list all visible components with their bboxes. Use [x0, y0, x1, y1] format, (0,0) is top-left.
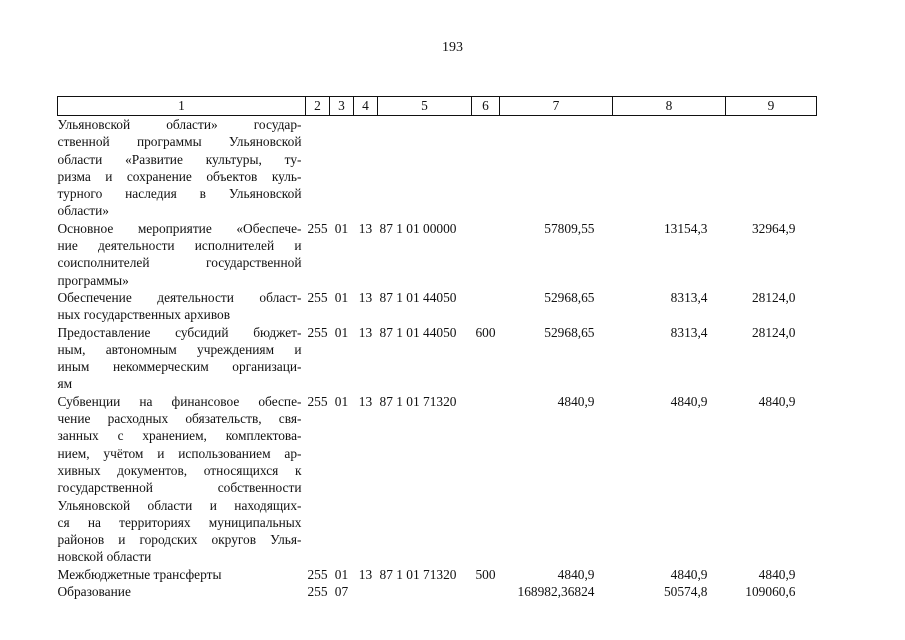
expense-type-cell: 600 [475, 324, 496, 340]
code-cell [354, 583, 378, 600]
table-row [58, 116, 817, 220]
item-name-cell [58, 220, 306, 289]
header-cell: 8 [613, 97, 726, 116]
header-cell: 2 [306, 97, 330, 116]
item-name-line: государственной собственности [57, 480, 302, 496]
item-name-line: районов и городских округов Улья- [57, 532, 302, 548]
table-body [58, 116, 817, 601]
code-cell: 255 [307, 393, 328, 409]
header-cell: 6 [472, 97, 500, 116]
budget-table [57, 96, 817, 600]
amount-cell: 28124,0 [751, 289, 796, 305]
header-cell: 4 [354, 97, 378, 116]
amount-cell: 4840,9 [670, 566, 708, 582]
code-cell: 13 [358, 289, 373, 305]
amount-cell: 4840,9 [557, 566, 595, 582]
item-name-line: Образование [57, 584, 131, 600]
expense-type-cell [472, 393, 500, 566]
page-number: 193 [442, 40, 463, 55]
target-code-cell: 87 1 01 44050 [379, 289, 457, 305]
header-cell: 1 [58, 97, 306, 116]
item-name-line: ние деятельности исполнителей и [57, 238, 302, 254]
item-name-line: ризма и сохранение объектов куль- [57, 168, 302, 184]
code-cell [354, 116, 378, 220]
amount-cell: 52968,65 [544, 324, 595, 340]
table-row [58, 289, 817, 324]
target-code-cell [378, 116, 472, 220]
table-row [58, 566, 817, 583]
expense-type-cell: 500 [475, 566, 496, 582]
item-name-cell [58, 583, 306, 600]
amount-cell [613, 116, 726, 220]
item-name-line: ным, автономным учреждениям и [57, 341, 302, 357]
code-cell: 255 [307, 324, 328, 340]
item-name-line: хивных документов, относящихся к [57, 462, 302, 478]
table-row [58, 583, 817, 600]
amount-cell: 4840,9 [670, 393, 708, 409]
code-cell: 13 [358, 324, 373, 340]
amount-cell [500, 116, 613, 220]
target-code-cell: 87 1 01 44050 [379, 324, 457, 340]
code-cell: 255 [307, 566, 328, 582]
amount-cell: 57809,55 [544, 220, 595, 236]
amount-cell: 4840,9 [758, 393, 796, 409]
header-cell: 7 [500, 97, 613, 116]
item-name-line: Субвенции на финансовое обеспе- [57, 393, 302, 409]
target-code-cell: 87 1 01 71320 [379, 393, 457, 409]
amount-cell: 168982,36824 [517, 584, 595, 600]
item-name-line: области» [57, 203, 109, 219]
amount-cell: 8313,4 [670, 289, 708, 305]
item-name-line: ям [57, 376, 73, 392]
header-row [58, 97, 817, 116]
item-name-line: области «Развитие культуры, ту- [57, 151, 302, 167]
expense-type-cell [472, 220, 500, 289]
item-name-line: Обеспечение деятельности област- [57, 289, 302, 305]
item-name-line: ных государственных архивов [57, 307, 231, 323]
header-cell: 3 [330, 97, 354, 116]
item-name-line: Межбюджетные трансферты [57, 566, 222, 582]
code-cell: 255 [307, 289, 328, 305]
item-name-line: новской области [57, 549, 152, 565]
item-name-cell [58, 393, 306, 566]
code-cell: 255 [307, 220, 328, 236]
table-row [58, 324, 817, 393]
item-name-line: нием, учётом и использованием ар- [57, 445, 302, 461]
expense-type-cell [472, 116, 500, 220]
header-cell: 9 [726, 97, 817, 116]
code-cell: 01 [334, 289, 349, 305]
code-cell: 01 [334, 566, 349, 582]
amount-cell [726, 116, 817, 220]
amount-cell: 50574,8 [663, 584, 708, 600]
code-cell [306, 116, 330, 220]
expense-type-cell [472, 583, 500, 600]
target-code-cell [378, 583, 472, 600]
item-name-line: турного наследия в Ульяновской [57, 186, 302, 202]
amount-cell: 13154,3 [663, 220, 708, 236]
item-name-line: Предоставление субсидий бюджет- [57, 324, 302, 340]
amount-cell: 32964,9 [751, 220, 796, 236]
amount-cell: 8313,4 [670, 324, 708, 340]
code-cell: 07 [334, 584, 349, 600]
item-name-line: чение расходных обязательств, свя- [57, 411, 302, 427]
table-row [58, 393, 817, 566]
item-name-line: иным некоммерческим организаци- [57, 359, 302, 375]
item-name-cell [58, 289, 306, 324]
target-code-cell: 87 1 01 00000 [379, 220, 457, 236]
amount-cell: 109060,6 [745, 584, 796, 600]
item-name-line: Основное мероприятие «Обеспече- [57, 220, 302, 236]
item-name-line: программы» [57, 272, 129, 288]
code-cell: 255 [307, 584, 328, 600]
code-cell: 01 [334, 324, 349, 340]
amount-cell: 52968,65 [544, 289, 595, 305]
item-name-line: соисполнителей государственной [57, 255, 302, 271]
item-name-line: Ульяновской области» государ- [57, 117, 302, 132]
code-cell: 13 [358, 566, 373, 582]
item-name-cell [58, 324, 306, 393]
item-name-line: Ульяновской области и находящих- [57, 497, 302, 513]
target-code-cell: 87 1 01 71320 [379, 566, 457, 582]
code-cell: 01 [334, 220, 349, 236]
amount-cell: 4840,9 [758, 566, 796, 582]
header-cell: 5 [378, 97, 472, 116]
amount-cell: 4840,9 [557, 393, 595, 409]
code-cell [330, 116, 354, 220]
amount-cell: 28124,0 [751, 324, 796, 340]
expense-type-cell [472, 289, 500, 324]
item-name-cell [58, 116, 306, 220]
code-cell: 13 [358, 220, 373, 236]
table-row [58, 220, 817, 289]
code-cell: 01 [334, 393, 349, 409]
code-cell: 13 [358, 393, 373, 409]
item-name-line: ся на территориях муниципальных [57, 514, 302, 530]
item-name-line: занных с хранением, комплектова- [57, 428, 302, 444]
item-name-cell [58, 566, 306, 583]
item-name-line: ственной программы Ульяновской [57, 134, 302, 150]
